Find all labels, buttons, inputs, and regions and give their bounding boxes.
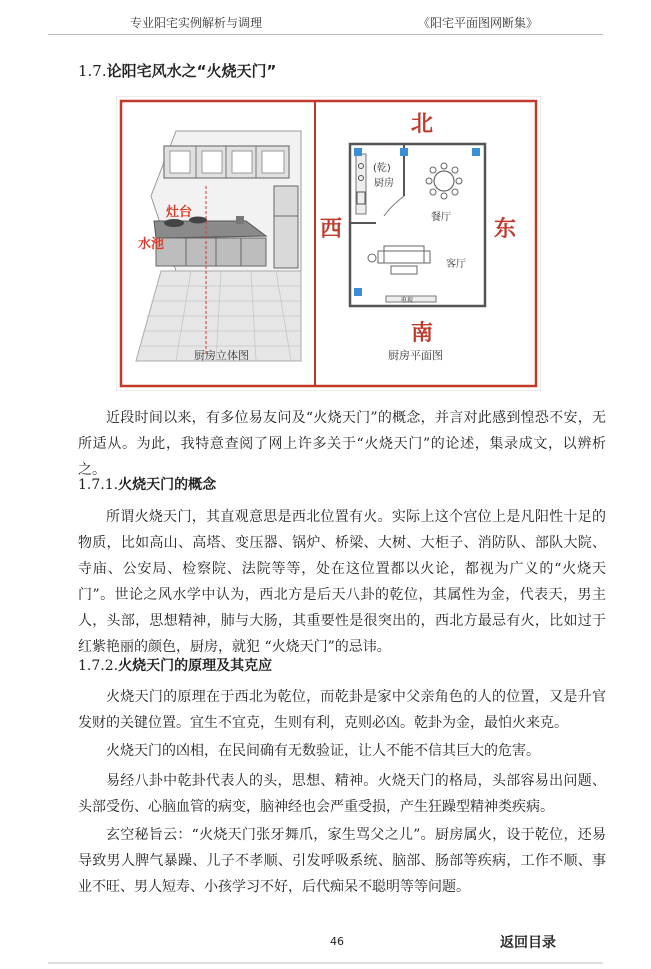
room-qian: (乾) xyxy=(373,163,391,174)
running-header-left: 专业阳宅实例解析与调理 xyxy=(130,16,263,30)
subsection-1-body: 所谓火烧天门，其直观意思是西北位置有火。实际上这个宫位上是凡阳性十足的物质，比如高山、高塔、变压器、锅炉、桥梁、大树、大柜子、消防队、部队大院、寺庙、公安局、检察院、法院等等，处在这位置都以火论，都视为广义的“火烧天门”。世论之风水学中认为，西北方是后天八卦的乾位，其属性为金，代表天，男主人，头部，思想精神，肺与大肠，其重要性是很突出的，西北方最忌有火，比如过于红紫艳丽的颜色，厨房，就犯 “火烧天门”的忌讳。 xyxy=(78,509,606,655)
room-dining: 餐厅 xyxy=(431,212,451,223)
subsection-2-heading xyxy=(78,655,272,675)
direction-west: 西 xyxy=(320,217,343,242)
section-title: 论阳宅风水之“火烧天门” xyxy=(106,62,277,80)
section-heading xyxy=(78,60,276,81)
label-sink: 水池 xyxy=(138,237,165,252)
subsection-1-title: 火烧天门的概念 xyxy=(118,477,217,493)
subsection-2-paragraph-2: 火烧天门的凶相，在民间确有无数验证，让人不能不信其巨大的危害。 xyxy=(106,743,540,759)
room-living: 客厅 xyxy=(446,259,466,270)
back-to-contents-link[interactable]: 返回目录 xyxy=(500,935,556,951)
intro-paragraph: 近段时间以来，有多位易友问及“火烧天门”的概念，并言对此感到惶恐不安，无所适从。为此，我特意查阅了网上许多关于“火烧天门”的论述，集录成文，以辨析之。 xyxy=(78,410,606,478)
subsection-2-title: 火烧天门的原理及其克应 xyxy=(118,658,273,674)
subsection-1-number: 1.7.1. xyxy=(78,477,119,493)
subsection-2-paragraph-4: 玄空秘旨云：“火烧天门张牙舞爪，家生骂父之儿”。厨房属火，设于乾位，还易导致男人脾气暴躁、儿子不孝顺、引发呼吸系统、脑部、肠部等疾病，工作不顺、事业不旺、男人短寿、小孩学习不好，后代痴呆不聪明等等问题。 xyxy=(78,827,606,895)
footer-divider xyxy=(48,962,603,964)
section-number: 1.7. xyxy=(78,62,107,80)
label-stove: 灶台 xyxy=(166,205,193,220)
room-kitchen: 厨房 xyxy=(374,178,394,189)
subsection-1-heading xyxy=(78,474,216,494)
page-number: 46 xyxy=(330,935,344,948)
subsection-2-number: 1.7.2. xyxy=(78,658,119,674)
subsection-2-paragraph-1: 火烧天门的原理在于西北为乾位，而乾卦是家中父亲角色的人的位置，又是升官发财的关键位置。宜生不宜克，生则有利，克则必凶。乾卦为金，最怕火来克。 xyxy=(78,689,606,731)
left-caption: 厨房立体图 xyxy=(194,349,249,362)
room-tv: 电视 xyxy=(401,297,414,304)
subsection-2-paragraph-3: 易经八卦中乾卦代表人的头，思想、精神。火烧天门的格局，头部容易出问题、头部受伤、心脑血管的病变，脑神经也会严重受损，产生狂躁型精神类疾病。 xyxy=(78,773,606,815)
right-caption: 厨房平面图 xyxy=(388,349,443,362)
header-divider xyxy=(48,34,603,35)
direction-north: 北 xyxy=(411,112,434,137)
direction-east: 东 xyxy=(494,217,517,242)
direction-south: 南 xyxy=(411,321,434,346)
kitchen-figure xyxy=(116,96,541,391)
running-header-right: 《阳宅平面图网断集》 xyxy=(418,16,539,30)
